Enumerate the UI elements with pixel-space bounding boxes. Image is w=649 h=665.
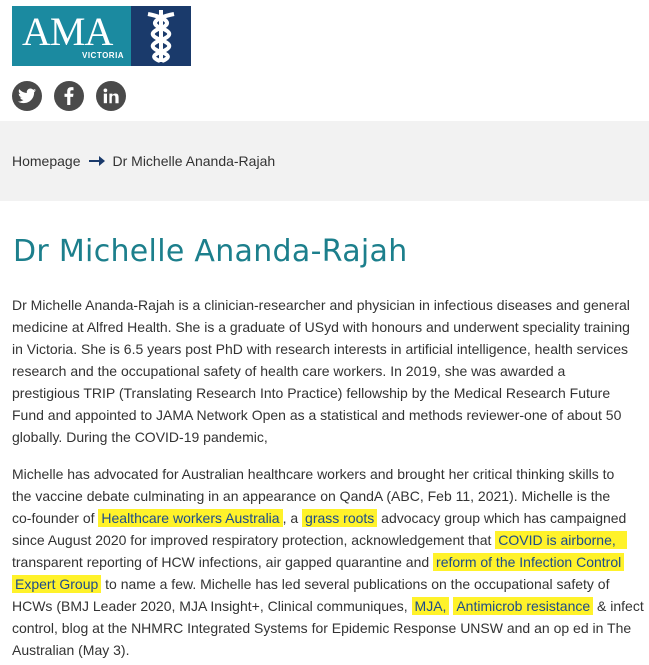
caduceus-icon xyxy=(131,6,191,66)
bio-paragraph-2 xyxy=(12,463,644,661)
facebook-icon[interactable] xyxy=(54,81,84,111)
link-mja[interactable]: MJA, xyxy=(412,597,450,615)
link-grass-roots[interactable]: grass roots xyxy=(302,509,377,527)
bio2-line: Michelle has advocated for Australian healthcare workers and brought her critical thinking skills to xyxy=(12,466,615,482)
link-reform-infection-control[interactable]: reform of the Infection Control xyxy=(433,553,624,571)
arrow-right-icon xyxy=(89,156,105,166)
bio2-line xyxy=(12,529,638,551)
bio2-line xyxy=(12,507,638,529)
bio2-line xyxy=(12,573,638,595)
ama-victoria-logo[interactable] xyxy=(12,6,191,66)
bio1-line: Fund and appointed to JAMA Network Open as a statistical and methods reviewer-one of about 50 xyxy=(12,407,622,423)
bio2-text: , a xyxy=(282,510,303,526)
social-links xyxy=(12,81,126,111)
logo-text: AMA xyxy=(22,9,113,54)
bio2-line: control, blog at the NHMRC Integrated Systems for Epidemic Response UNSW and an op ed in The xyxy=(12,620,632,636)
bio1-line: medicine at Alfred Health. She is a graduate of USyd with honours and underwent speciality training xyxy=(12,319,630,335)
bio2-text: transparent reporting of HCW infections, air gapped quarantine and xyxy=(12,554,434,570)
bio-paragraph-1 xyxy=(12,294,638,448)
bio2-text: since August 2020 for improved respiratory protection, acknowledgement that xyxy=(12,532,496,548)
link-expert-group[interactable]: Expert Group xyxy=(12,575,101,593)
breadcrumb-home-link[interactable]: Homepage xyxy=(12,153,81,169)
bio2-line: the vaccine debate culminating in an appearance on QandA (ABC, Feb 11, 2021). Michelle is the xyxy=(12,488,611,504)
breadcrumb xyxy=(12,153,275,169)
logo-text-block xyxy=(12,6,131,66)
link-covid-airborne[interactable]: COVID is airborne, xyxy=(495,531,618,549)
bio1-line: Dr Michelle Ananda-Rajah is a clinician-researcher and physician in infectious diseases and general xyxy=(12,297,630,313)
bio2-text: to name a few. Michelle has led several publications on the occupational safety of xyxy=(101,576,610,592)
linkedin-icon[interactable] xyxy=(96,81,126,111)
bio1-line: in Victoria. She is 6.5 years post PhD with research interests in artificial intelligence, health services xyxy=(12,341,629,357)
link-healthcare-workers-australia[interactable]: Healthcare workers Australia xyxy=(98,509,282,527)
bio2-line: Australian (May 3). xyxy=(12,642,130,658)
bio2-text: co-founder of xyxy=(12,510,99,526)
bio1-line: prestigious TRIP (Translating Research Into Practice) fellowship by the Medical Research Future xyxy=(12,385,611,401)
page-title: Dr Michelle Ananda-Rajah xyxy=(13,234,408,269)
link-antimicrob-resistance[interactable]: Antimicrob resistance xyxy=(453,597,593,615)
bio2-text: advocacy group which has campaigned xyxy=(377,510,627,526)
bio2-text: HCWs (BMJ Leader 2020, MJA Insight+, Clinical communiques, xyxy=(12,598,412,614)
breadcrumb-bar xyxy=(0,121,649,201)
highlight-trail xyxy=(619,531,627,549)
bio2-text: & infect xyxy=(593,598,644,614)
breadcrumb-current: Dr Michelle Ananda-Rajah xyxy=(112,153,276,169)
bio1-line: research and the occupational safety of health care workers. In 2019, she was awarded a xyxy=(12,363,566,379)
twitter-icon[interactable] xyxy=(12,81,42,111)
bio2-line xyxy=(12,595,644,617)
logo-subtext: VICTORIA xyxy=(82,51,125,60)
bio2-line xyxy=(12,551,638,573)
bio1-line: globally. During the COVID-19 pandemic, xyxy=(12,429,268,445)
